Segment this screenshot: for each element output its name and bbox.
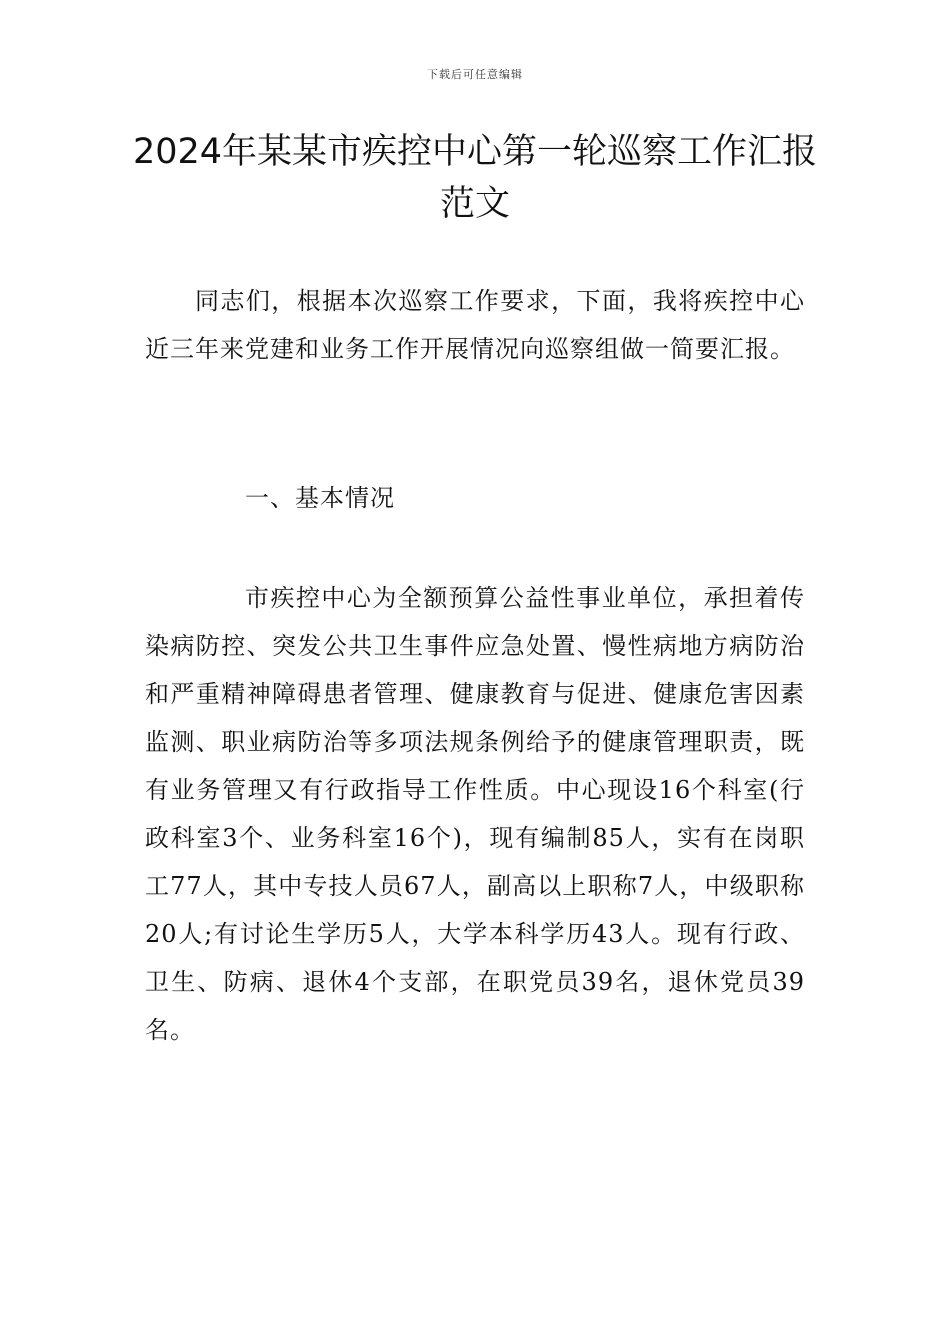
section-heading-basic-info: 一、基本情况 (245, 484, 395, 512)
basic-info-paragraph: 市疾控中心为全额预算公益性事业单位，承担着传染病防控、突发公共卫生事件应急处置、慢性病地方病防治和严重精神障碍患者管理、健康教育与促进、健康危害因素监测、职业病防治等多项法规条例给予的健康管理职责，既有业务管理又有行政指导工作性质。中心现设16个科室(行政科室3个、业务科室16个)，现有编制85人，实有在岗职工77人，其中专技人员67人，副高以上职称7人，中级职称20人;有讨论生学历5人，大学本科学历43人。现有行政、卫生、防病、退休4个支部，在职党员39名，退休党员39名。 (145, 584, 805, 1044)
document-title: 2024年某某市疾控中心第一轮巡察工作汇报范文 (132, 132, 818, 224)
header-note: 下载后可任意编辑 (427, 68, 523, 81)
intro-paragraph: 同志们，根据本次巡察工作要求，下面，我将疾控中心近三年来党建和业务工作开展情况向巡察组做一简要汇报。 (145, 287, 805, 363)
